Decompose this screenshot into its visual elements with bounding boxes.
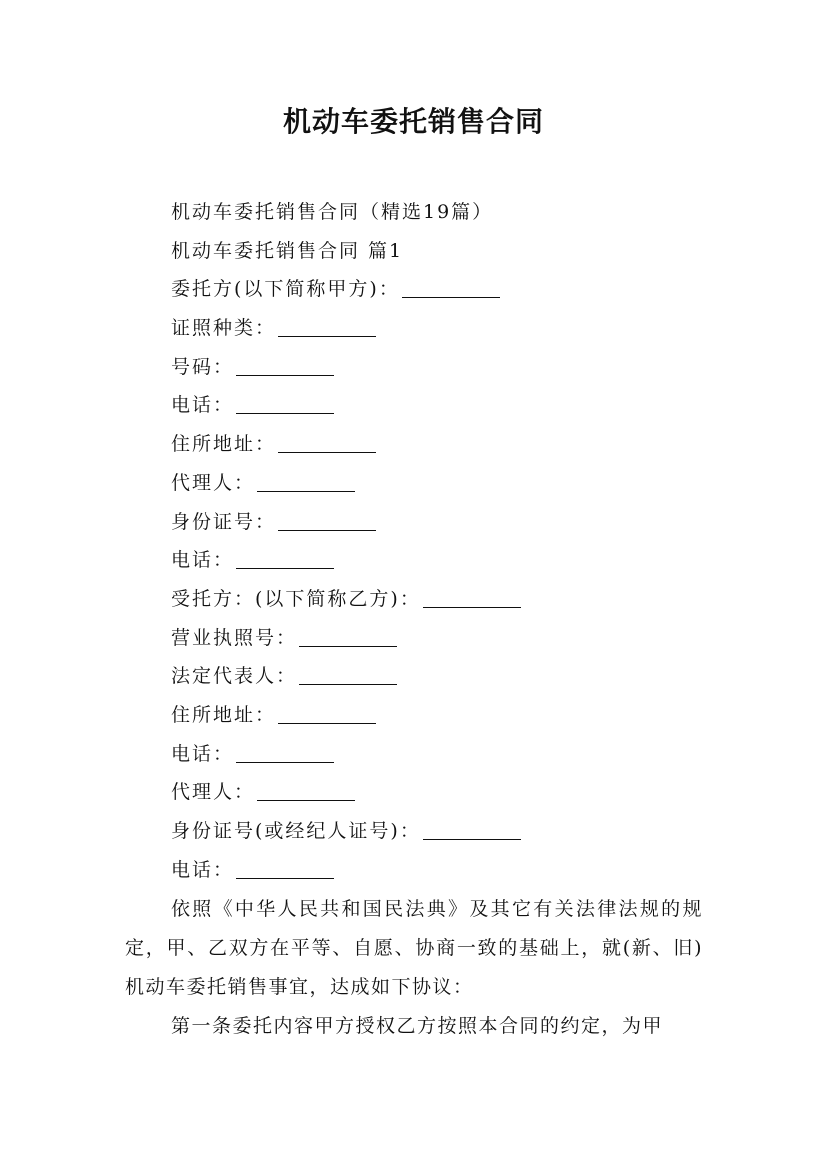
fill-blank xyxy=(236,738,334,763)
line-16 xyxy=(171,812,711,851)
fill-blank xyxy=(236,389,334,414)
fill-blank xyxy=(257,776,355,801)
line-8 xyxy=(171,503,711,542)
fill-blank xyxy=(236,854,334,879)
line-label: 身份证号(或经纪人证号)： xyxy=(171,820,421,842)
line-10 xyxy=(171,580,711,619)
line-label: 住所地址： xyxy=(171,703,277,726)
line-6 xyxy=(171,425,711,464)
paragraph-article-1: 第一条委托内容甲方授权乙方按照本合同的约定，为甲 xyxy=(171,1015,664,1037)
line-label: 号码： xyxy=(171,355,235,378)
line-label: 代理人： xyxy=(171,471,256,494)
line-4 xyxy=(171,348,711,387)
line-13 xyxy=(171,696,711,735)
form-lines xyxy=(171,193,711,889)
document-title: 机动车委托销售合同 xyxy=(282,105,544,138)
line-label: 证照种类： xyxy=(171,317,277,340)
line-label: 电话： xyxy=(171,742,235,765)
line-label: 法定代表人： xyxy=(171,665,298,688)
fill-blank xyxy=(257,467,355,492)
line-label: 营业执照号： xyxy=(171,626,298,649)
line-9 xyxy=(171,541,711,580)
fill-blank xyxy=(278,312,376,337)
line-label: 住所地址： xyxy=(171,433,277,456)
line-1 xyxy=(171,232,711,271)
line-14 xyxy=(171,735,711,774)
fill-blank xyxy=(423,583,521,608)
fill-blank xyxy=(236,544,334,569)
line-7 xyxy=(171,464,711,503)
fill-blank xyxy=(299,622,397,647)
fill-blank xyxy=(402,273,500,298)
line-label: 机动车委托销售合同 篇1 xyxy=(171,239,404,262)
line-15 xyxy=(171,773,711,812)
line-label: 身份证号： xyxy=(171,510,277,533)
line-label: 机动车委托销售合同（精选19篇） xyxy=(171,201,494,223)
line-label: 电话： xyxy=(171,858,235,881)
line-label: 代理人： xyxy=(171,781,256,804)
line-11 xyxy=(171,619,711,658)
fill-blank xyxy=(236,351,334,376)
line-label: 电话： xyxy=(171,394,235,417)
fill-blank xyxy=(423,815,521,840)
line-0 xyxy=(171,193,711,232)
line-5 xyxy=(171,386,711,425)
fill-blank xyxy=(278,699,376,724)
line-label: 委托方(以下简称甲方)： xyxy=(171,278,400,301)
fill-blank xyxy=(278,428,376,453)
line-label: 电话： xyxy=(171,549,235,572)
line-12 xyxy=(171,657,711,696)
fill-blank xyxy=(278,506,376,531)
line-3 xyxy=(171,309,711,348)
line-2 xyxy=(171,270,711,309)
line-label: 受托方：(以下简称乙方)： xyxy=(171,587,421,610)
fill-blank xyxy=(299,660,397,685)
line-17 xyxy=(171,851,711,890)
paragraph-basis: 依照《中华人民共和国民法典》及其它有关法律法规的规定，甲、乙双方在平等、自愿、协商一致的基础上，就(新、旧)机动车委托销售事宜，达成如下协议： xyxy=(125,898,703,998)
